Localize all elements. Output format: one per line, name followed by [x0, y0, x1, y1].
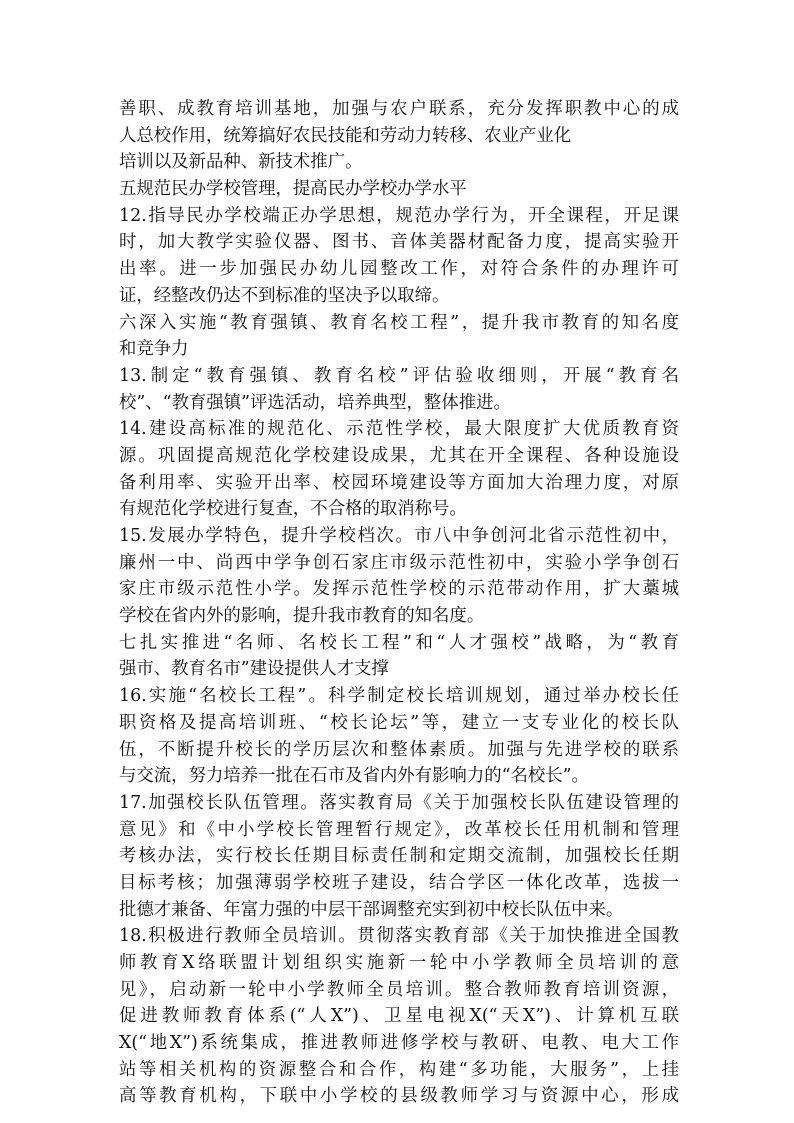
text-line: 校”、“教育强镇”评选活动，培养典型，整体推进。	[119, 392, 511, 413]
text-line: 17.加强校长队伍管理。落实教育局《关于加强校长队伍建设管理的	[119, 792, 679, 813]
text-line: 培训以及新品种、新技术推广。	[119, 152, 363, 173]
text-line: 人总校作用，统筹搞好农民技能和劳动力转移、农业产业化	[119, 125, 572, 146]
text-line: 职资格及提高培训班、“校长论坛”等，建立一支专业化的校长队	[119, 712, 679, 733]
text-line: 备利用率、实验开出率、校园环境建设等方面加大治理力度，对原	[119, 472, 679, 493]
text-line: 廉州一中、尚西中学争创石家庄市级示范性初中，实验小学争创石	[119, 552, 679, 573]
text-line: 考核办法，实行校长任期目标责任制和定期交流制，加强校长任期	[119, 846, 679, 867]
text-line: 促进教师教育体系(“人X”)、卫星电视X(“天X”)、计算机互联	[119, 1006, 679, 1027]
text-line: 意见》和《中小学校长管理暂行规定》，改革校长任用机制和管理	[119, 819, 679, 840]
text-line: 源。巩固提高规范化学校建设成果，尤其在开全课程、各种设施设	[119, 445, 679, 466]
text-line: 站等相关机构的资源整合和合作，构建“多功能，大服务”，上挂	[119, 1059, 679, 1080]
section-heading: 七扎实推进“名师、名校长工程”和“人才强校”战略，为“教育	[119, 632, 679, 653]
section-heading: 五规范民办学校管理，提高民办学校办学水平	[119, 179, 467, 200]
text-line: 师教育X络联盟计划组织实施新一轮中小学教师全员培训的意	[119, 953, 679, 973]
text-line: 12.指导民办学校端正办学思想，规范办学行为，开全课程，开足课	[119, 205, 679, 226]
text-line: 家庄市级示范性小学。发挥示范性学校的示范带动作用，扩大藁城	[119, 579, 679, 600]
text-line: 善职、成教育培训基地，加强与农户联系，充分发挥职教中心的成	[119, 99, 679, 119]
text-line: 见》，启动新一轮中小学教师全员培训。整合教师教育培训资源，	[119, 979, 679, 1000]
text-line: 13.制定“教育强镇、教育名校”评估验收细则，开展“教育名	[119, 365, 679, 386]
text-line: 证，经整改仍达不到标准的坚决予以取缔。	[119, 285, 450, 306]
text-line: 有规范化学校进行复查，不合格的取消称号。	[119, 499, 467, 520]
text-line: 15.发展办学特色，提升学校档次。市八中争创河北省示范性初中，	[119, 526, 679, 546]
text-line: 18.积极进行教师全员培训。贯彻落实教育部《关于加快推进全国教	[119, 926, 679, 947]
text-line: 16.实施“名校长工程”。科学制定校长培训规划，通过举办校长任	[119, 686, 679, 707]
section-heading: 强市、教育名市”建设提供人才支撑	[119, 659, 389, 680]
text-line: 批德才兼备、年富力强的中层干部调整充实到初中校长队伍中来。	[119, 899, 624, 920]
section-heading: 和竞争力	[119, 339, 189, 360]
text-line: 出率。进一步加强民办幼儿园整改工作，对符合条件的办理许可	[119, 259, 679, 280]
text-line: 学校在省内外的影响，提升我市教育的知名度。	[119, 606, 485, 627]
document-body	[119, 96, 679, 1110]
section-heading: 六深入实施“教育强镇、教育名校工程”，提升我市教育的知名度	[119, 312, 679, 333]
text-line: 高等教育机构，下联中小学校的县级教师学习与资源中心，形成	[119, 1086, 679, 1107]
text-line: X(“地X”)系统集成，推进教师进修学校与教研、电教、电大工作	[119, 1033, 679, 1054]
text-line: 目标考核；加强薄弱学校班子建设，结合学区一体化改革，选拔一	[119, 872, 679, 893]
text-line: 伍，不断提升校长的学历层次和整体素质。加强与先进学校的联系	[119, 739, 679, 760]
text-line: 与交流，努力培养一批在石市及省内外有影响力的“名校长”。	[119, 766, 589, 787]
text-line: 14.建设高标准的规范化、示范性学校，最大限度扩大优质教育资	[119, 419, 679, 440]
text-line: 时，加大教学实验仪器、图书、音体美器材配备力度，提高实验开	[119, 232, 679, 253]
